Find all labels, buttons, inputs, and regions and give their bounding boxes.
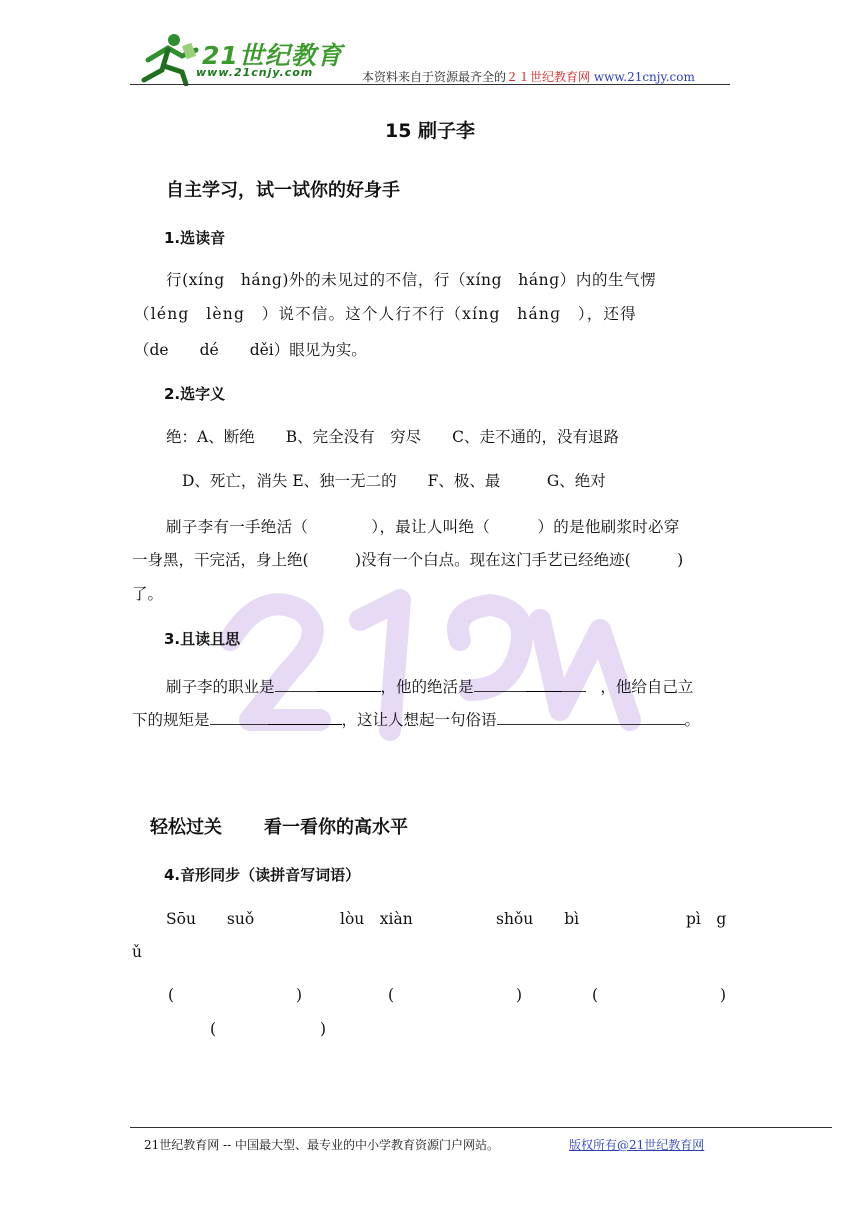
- q1-line1: 行(xíng hánɡ)外的未见过的不信，行（xíng hánɡ）内的生气愣: [166, 271, 657, 289]
- header-note-prefix: 本资料来自于资源最齐全的: [362, 70, 507, 84]
- runner-icon: [144, 34, 196, 84]
- q4-pinyin-wrap: ǔ: [132, 943, 142, 961]
- q2-para-line2: 一身黑，干完活，身上绝( )没有一个白点。现在这门手艺已经绝迹( ): [132, 551, 684, 569]
- q3-line1-text-a: 刷子李的职业是: [166, 678, 275, 696]
- section1-heading: 自主学习，试一试你的好身手: [166, 180, 400, 201]
- q3-line1: [166, 675, 693, 697]
- answer-paren-open: (: [210, 1020, 217, 1038]
- q4-pinyin-4: pì g: [686, 910, 727, 928]
- footer-copyright-link[interactable]: 版权所有@21世纪教育网: [569, 1138, 705, 1152]
- answer-blank[interactable]: [526, 675, 562, 692]
- q3-line1-text-c: ，他给自己立: [600, 678, 694, 696]
- answer-blank[interactable]: [210, 708, 268, 725]
- answer-paren-close: ): [516, 986, 523, 1004]
- q2-para-line1: 刷子李有一手绝活（ ），最让人叫绝（ ）的是他刷浆时必穿: [166, 518, 680, 536]
- q2-options-line1: 绝：A、断绝 B、完全没有 穷尽 C、走不通的，没有退路: [166, 428, 619, 446]
- q2-options-line2: D、死亡，消失 E、独一无二的 F、极、最 G、绝对: [182, 472, 606, 490]
- q2-label: 2.选字义: [164, 385, 226, 403]
- header-note: [362, 68, 695, 85]
- answer-blank[interactable]: [275, 675, 317, 692]
- q4-pinyin-1: Sōu suǒ: [166, 910, 255, 928]
- page-title: 15 刷子李: [384, 120, 476, 142]
- section2-heading: [150, 813, 408, 839]
- answer-blank[interactable]: [317, 675, 381, 692]
- answer-blank[interactable]: [474, 675, 526, 692]
- q1-line3: （de dé děi）眼见为实。: [134, 341, 367, 359]
- q4-pinyin-3: shǒu bì: [496, 910, 580, 928]
- answer-paren-open: (: [388, 986, 395, 1004]
- q4-pinyin-2: lòu xiàn: [340, 910, 413, 928]
- answer-paren-open: (: [592, 986, 599, 1004]
- answer-blank[interactable]: [562, 675, 586, 692]
- logo-url: www.21cnjy.com: [196, 66, 314, 79]
- q1-line2: （léng lèng ）说不信。这个人行不行（xíng hánɡ ），还得: [134, 305, 637, 323]
- footer-divider: [130, 1127, 832, 1128]
- answer-paren-close: ): [720, 986, 727, 1004]
- q3-line1-text-b: ，他的绝活是: [380, 678, 474, 696]
- footer-text: 21世纪教育网 -- 中国最大型、最专业的中小学教育资源门户网站。: [144, 1138, 500, 1152]
- q2-para-line3: 了。: [132, 585, 164, 603]
- q3-label: 3.且读且思: [164, 630, 241, 648]
- header-note-url[interactable]: www.21cnjy.com: [593, 70, 695, 84]
- q1-label: 1.选读音: [164, 229, 226, 247]
- answer-paren-open: (: [168, 986, 175, 1004]
- answer-blank[interactable]: [497, 708, 685, 725]
- q4-label: 4.音形同步（读拼音写词语）: [164, 866, 361, 884]
- answer-paren-close: ): [320, 1020, 327, 1038]
- section2-heading-a: 轻松过关: [150, 817, 222, 838]
- q3-line2-text-c: 。: [684, 711, 701, 729]
- header-divider: [130, 84, 730, 85]
- answer-blank[interactable]: [268, 708, 342, 725]
- header-note-brand: ２１世纪教育网: [506, 70, 591, 84]
- q3-line2-text-a: 下的规矩是: [132, 711, 210, 729]
- q3-line2: [132, 708, 700, 730]
- answer-paren-close: ): [296, 986, 303, 1004]
- section2-heading-b: 看一看你的高水平: [264, 817, 408, 838]
- logo-text: 21世纪教育: [202, 41, 343, 70]
- q3-line2-text-b: ，这让人想起一句俗语: [341, 711, 497, 729]
